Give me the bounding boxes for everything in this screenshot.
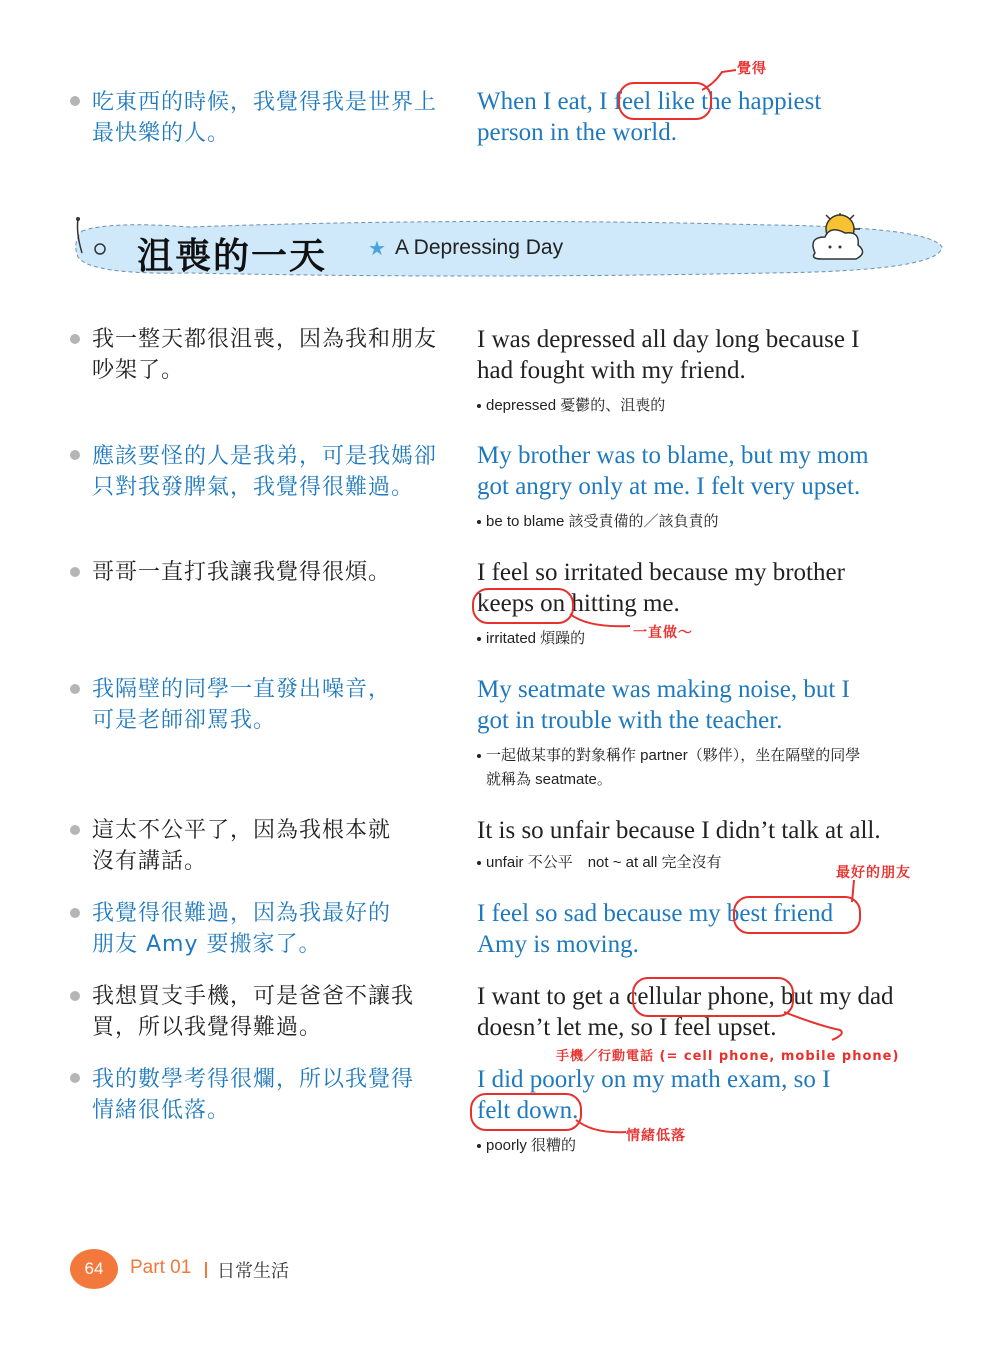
en-line: doesn’t let me, so I feel upset.	[477, 1014, 777, 1041]
footer-chapter-title: 日常生活	[217, 1261, 289, 1282]
highlight-circle	[618, 82, 712, 120]
vocab-note	[477, 1134, 576, 1158]
bullet	[70, 825, 80, 835]
note-dot	[477, 861, 481, 865]
zh-line: 我想買支手機，可是爸爸不讓我	[92, 984, 415, 1009]
intro-zh	[92, 87, 437, 149]
zh-line: 可是老師卻罵我。	[92, 708, 277, 733]
bullet	[70, 96, 80, 106]
note-dot	[477, 520, 481, 524]
bullet	[70, 1073, 80, 1083]
annotation-text: 覺得	[737, 61, 767, 77]
entry-zh	[92, 1064, 414, 1126]
en-line: got angry only at me. I felt very upset.	[477, 473, 861, 500]
star-icon: ★	[368, 236, 386, 260]
en-line: I was depressed all day long because I	[477, 326, 860, 353]
entry-zh	[92, 898, 391, 960]
zh-line: 朋友 Amy 要搬家了。	[92, 932, 322, 957]
note-text: unfair 不公平 not ~ at all 完全沒有	[486, 854, 722, 871]
intro-zh-line: 最快樂的人。	[92, 121, 231, 146]
zh-line: 我隔壁的同學一直發出噪音，	[92, 677, 392, 702]
en-line: got in trouble with the teacher.	[477, 707, 783, 734]
annotation-arrow	[700, 64, 740, 94]
en-line: I want to get a cellular phone, but my dad	[477, 983, 894, 1010]
note-dot	[477, 404, 481, 408]
en-line: keeps on hitting me.	[477, 590, 680, 617]
bullet	[70, 450, 80, 460]
note-text: depressed 憂鬱的、沮喪的	[486, 397, 666, 414]
entry-zh	[92, 557, 391, 588]
zh-line: 只對我發脾氣，我覺得很難過。	[92, 475, 415, 500]
entry-en	[477, 324, 860, 386]
note-dot	[477, 754, 481, 758]
vocab-note	[477, 627, 585, 651]
intro-en-line: When I eat, I feel like the happiest	[477, 88, 822, 115]
page-number: 64	[70, 1249, 118, 1289]
zh-line: 我覺得很難過，因為我最好的	[92, 901, 392, 926]
entry-zh	[92, 324, 437, 386]
en-line: felt down.	[477, 1097, 579, 1124]
zh-line: 情緒很低落。	[92, 1098, 231, 1123]
annotation-text: 最好的朋友	[836, 865, 911, 881]
footer-divider	[205, 1262, 207, 1278]
intro-zh-line: 吃東西的時候，我覺得我是世界上	[92, 90, 438, 115]
highlight-circle	[472, 588, 574, 624]
en-line: I did poorly on my math exam, so I	[477, 1066, 831, 1093]
entry-en	[477, 440, 869, 502]
intro-en-line: person in the world.	[477, 119, 677, 146]
note-text: 就稱為 seatmate。	[486, 771, 612, 788]
vocab-note	[477, 851, 722, 875]
note-text: be to blame 該受責備的／該負責的	[486, 513, 719, 530]
entry-en	[477, 815, 881, 846]
note-text: 一起做某事的對象稱作 partner（夥伴），坐在隔壁的同學	[486, 747, 861, 764]
note-text: irritated 煩躁的	[486, 630, 586, 647]
highlight-circle	[470, 1093, 582, 1131]
zh-line: 吵架了。	[92, 358, 185, 383]
annotation-text: 手機／行動電話 (= cell phone, mobile phone)	[556, 1049, 900, 1064]
bullet	[70, 991, 80, 1001]
bullet	[70, 684, 80, 694]
note-dot	[477, 1144, 481, 1148]
bullet	[70, 908, 80, 918]
zh-line: 哥哥一直打我讓我覺得很煩。	[92, 560, 392, 585]
en-line: Amy is moving.	[477, 931, 639, 958]
annotation-text: 一直做～	[633, 625, 693, 641]
entry-zh	[92, 441, 437, 503]
vocab-note	[477, 744, 860, 792]
footer-part-label: Part 01	[130, 1257, 192, 1278]
en-line: It is so unfair because I didn’t talk at all.	[477, 817, 881, 844]
entry-zh	[92, 674, 391, 736]
highlight-circle	[632, 977, 794, 1017]
vocab-note	[477, 394, 665, 418]
entry-zh	[92, 815, 391, 877]
zh-line: 這太不公平了，因為我根本就	[92, 818, 392, 843]
bullet	[70, 334, 80, 344]
vocab-note	[477, 510, 719, 534]
zh-line: 我一整天都很沮喪，因為我和朋友	[92, 327, 438, 352]
en-line: I feel so irritated because my brother	[477, 559, 845, 586]
en-line: had fought with my friend.	[477, 357, 746, 384]
bullet	[70, 567, 80, 577]
annotation-arrow	[574, 1118, 628, 1142]
annotation-text: 情緒低落	[626, 1128, 686, 1144]
en-line: My brother was to blame, but my mom	[477, 442, 869, 469]
en-line: I feel so sad because my best friend	[477, 900, 834, 927]
highlight-circle	[733, 896, 861, 934]
note-text: poorly 很糟的	[486, 1137, 577, 1154]
section-title: 沮喪的一天	[137, 236, 328, 277]
note-dot	[477, 637, 481, 641]
section-subtitle: A Depressing Day	[395, 236, 564, 259]
annotation-arrow	[780, 1010, 850, 1044]
zh-line: 應該要怪的人是我弟，可是我媽卻	[92, 444, 438, 469]
en-line: My seatmate was making noise, but I	[477, 676, 850, 703]
entry-en	[477, 674, 850, 736]
zh-line: 買，所以我覺得難過。	[92, 1015, 323, 1040]
entry-zh	[92, 981, 414, 1043]
zh-line: 我的數學考得很爛，所以我覺得	[92, 1067, 415, 1092]
zh-line: 沒有講話。	[92, 849, 208, 874]
